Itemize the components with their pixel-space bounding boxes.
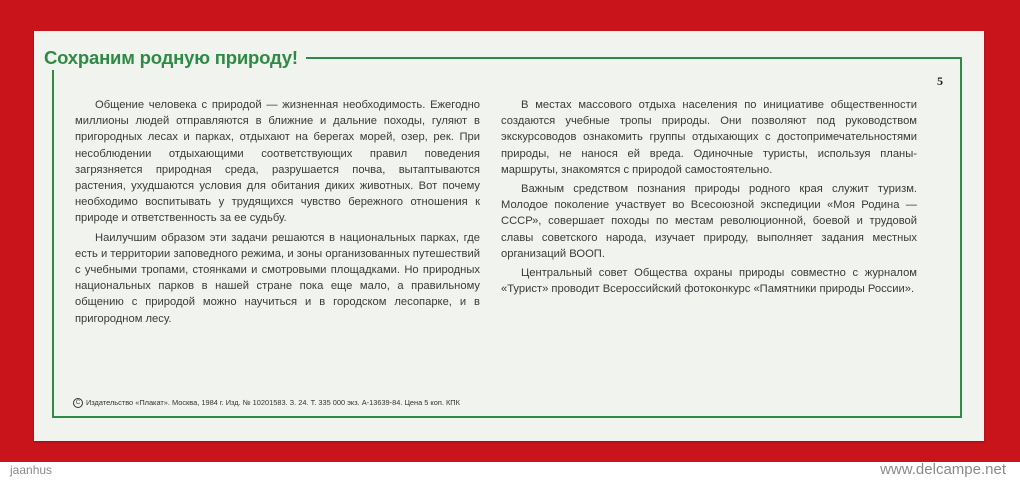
watermark-strip: [0, 462, 1020, 481]
right-column: [501, 97, 917, 300]
watermark-right: www.delcampe.net: [880, 461, 1006, 478]
page-number: 5: [937, 74, 943, 88]
paragraph: Общение человека с природой — жизненная необходимость. Ежегодно миллионы людей отправляются в ближние и дальние походы, гуляют в пригородных лесах и парках, отдыхают на берегах морей, озер, рек. При несоблюдении отдыхающими соответствующих правил поведения загрязняется природная среда, разрушается почва, вытаптываются растения, ухудшаются условия для обитания диких животных. Вот почему необходимо воспитывать у трудящихся чувство бережного отношения к природе и ответственность за ее судьбу.: [75, 99, 480, 225]
paragraph: Центральный совет Общества охраны природы совместно с журналом «Турист» проводит Всероссийский фотоконкурс «Памятники природы России».: [501, 267, 917, 296]
paragraph: В местах массового отдыха населения по инициативе общественности создаются учебные тропы природы. Они позволяют под руководством экскурсоводов ознакомить группы отдыхающих с достопримечательностями природы, не нанося ей вреда. Одиночные туристы, используя планы-маршруты, знакомятся с природой самостоятельно.: [501, 99, 917, 176]
green-frame-left-edge: [52, 70, 54, 418]
paragraph: Наилучшим образом эти задачи решаются в национальных парках, где есть и территории заповедного режима, и зоны организованных путешествий с учебными тропами, стоянками и смотровыми площадками. Но природных национальных парков в нашей стране пока еще мало, а правильному общению с природой можно научиться и в городском лесопарке, и в пригородном лесу.: [75, 231, 480, 325]
imprint-line: [73, 398, 460, 408]
paragraph: Важным средством познания природы родного края служит туризм. Молодое поколение участвует во Всесоюзной экспедиции «Моя Родина — СССР», совершает походы по местам революционной, боевой и трудовой славы советского народа, изучает природу, выполняет задания местных организаций ВООП.: [501, 183, 917, 260]
imprint-text: Издательство «Плакат». Москва, 1984 г. Изд. № 10201583. З. 24. Т. 335 000 экз. А-13639-84. Цена 5 коп. КПК: [86, 398, 460, 407]
watermark-left: jaanhus: [10, 463, 53, 477]
copyright-icon: C: [73, 398, 83, 408]
left-column: [75, 97, 480, 330]
page-title: Сохраним родную природу!: [44, 47, 306, 69]
